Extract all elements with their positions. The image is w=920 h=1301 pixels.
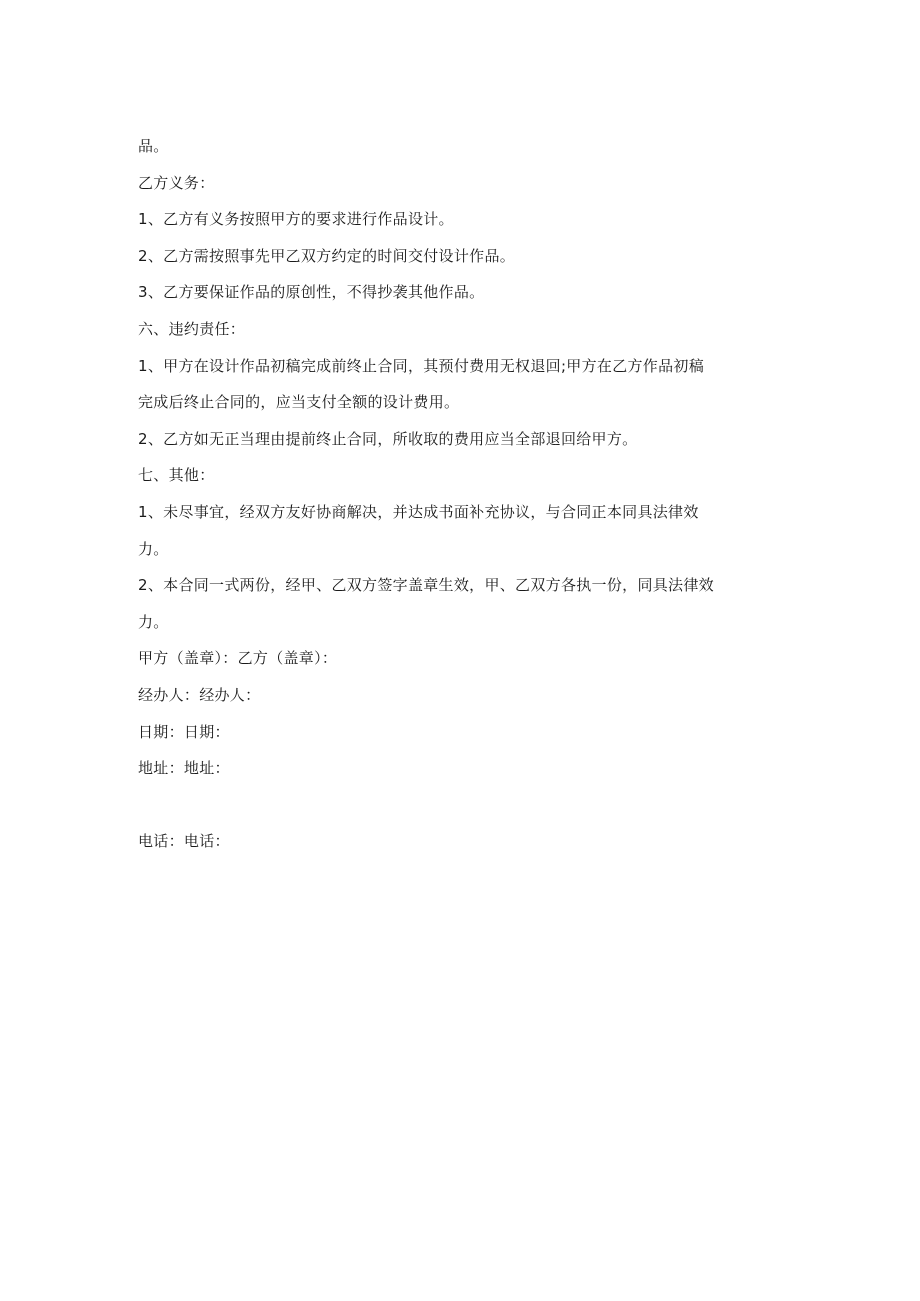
signature-phone-line: 电话：电话：	[138, 832, 230, 851]
text-line: 1、乙方有义务按照甲方的要求进行作品设计。	[138, 210, 454, 229]
contract-body	[138, 128, 788, 860]
text-line: 力。	[138, 539, 169, 558]
signature-handler-line: 经办人：经办人：	[138, 685, 261, 704]
signature-address-line: 地址：地址：	[138, 759, 230, 778]
text-line: 完成后终止合同的，应当支付全额的设计费用。	[138, 393, 460, 412]
text-line: 品。	[138, 137, 169, 155]
text-line: 1、未尽事宜，经双方友好协商解决，并达成书面补充协议，与合同正本同具法律效	[138, 502, 699, 521]
signature-date-line: 日期：日期：	[138, 722, 230, 741]
text-line: 2、乙方需按照事先甲乙双方约定的时间交付设计作品。	[138, 246, 516, 265]
section-heading-party-b-obligations: 乙方义务：	[138, 173, 215, 192]
blank-gap	[138, 787, 788, 824]
section-heading-breach-liability: 六、违约责任：	[138, 319, 246, 338]
text-line: 力。	[138, 612, 169, 631]
section-heading-other: 七、其他：	[138, 466, 215, 485]
text-line: 2、本合同一式两份，经甲、乙双方签字盖章生效，甲、乙双方各执一份，同具法律效	[138, 576, 714, 595]
signature-seal-line: 甲方（盖章）：乙方（盖章）：	[138, 649, 338, 668]
text-line: 1、甲方在设计作品初稿完成前终止合同，其预付费用无权退回;甲方在乙方作品初稿	[138, 356, 705, 375]
text-line: 2、乙方如无正当理由提前终止合同，所收取的费用应当全部退回给甲方。	[138, 429, 638, 448]
text-line: 3、乙方要保证作品的原创性，不得抄袭其他作品。	[138, 283, 485, 302]
